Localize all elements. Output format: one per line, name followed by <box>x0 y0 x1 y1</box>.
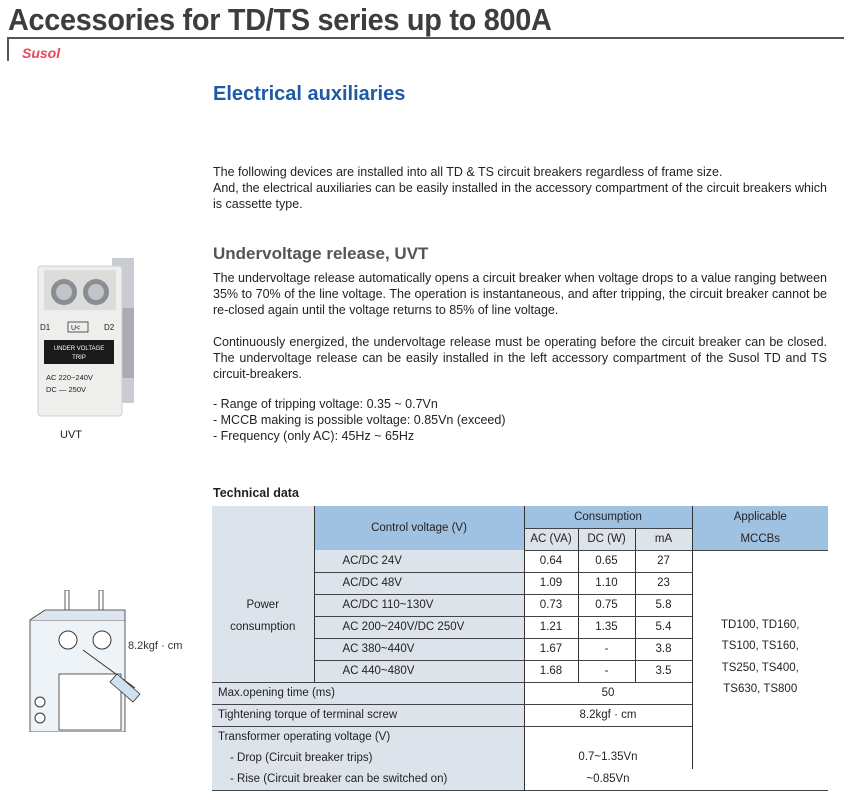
svg-text:UNDER VOLTAGE: UNDER VOLTAGE <box>53 346 105 352</box>
svg-text:U<: U< <box>71 325 81 332</box>
row-ac: 1.21 <box>524 616 578 638</box>
intro-line-2: And, the electrical auxiliaries can be easily installed in the accessory compartment of the circuit breakers which is cassette type. <box>213 181 827 211</box>
header-applicable-1: Applicable <box>692 506 828 528</box>
page-title: Accessories for TD/TS series up to 800A <box>8 2 552 37</box>
spec-frequency: - Frequency (only AC): 45Hz ~ 65Hz <box>213 429 415 443</box>
row-ma: 3.8 <box>635 638 692 660</box>
row-ma: 27 <box>635 550 692 572</box>
technical-data-title: Technical data <box>213 486 299 500</box>
row-ac: 0.73 <box>524 594 578 616</box>
row-voltage: AC 440~480V <box>314 660 524 682</box>
row-dc: 0.65 <box>578 550 635 572</box>
title-divider <box>7 37 844 39</box>
uvt-paragraph-2: Continuously energized, the undervoltage release must be operating before the circuit breaker can be closed. The undervoltage release can be easily installed in the left accessory compartment of the Susol TD and TS circuit-breakers. <box>213 335 827 381</box>
row-ac: 1.68 <box>524 660 578 682</box>
row-dc: 1.10 <box>578 572 635 594</box>
header-dc: DC (W) <box>578 528 635 550</box>
svg-text:D2: D2 <box>104 323 115 332</box>
row-dc: 1.35 <box>578 616 635 638</box>
tightening-torque-label: Tightening torque of terminal screw <box>212 704 524 726</box>
technical-data-table <box>212 506 828 791</box>
row-voltage: AC 380~440V <box>314 638 524 660</box>
header-control-voltage: Control voltage (V) <box>314 506 524 550</box>
uvt-title: Undervoltage release, UVT <box>213 244 429 263</box>
row-voltage: AC 200~240V/DC 250V <box>314 616 524 638</box>
svg-text:AC 220~240V: AC 220~240V <box>46 373 93 382</box>
transformer-voltage-values <box>524 726 692 790</box>
applicable-mccbs: TD100, TD160, TS100, TS160, TS250, TS400, TS630, TS800 <box>692 550 828 769</box>
row-dc: - <box>578 660 635 682</box>
tightening-torque-value: 8.2kgf · cm <box>524 704 692 726</box>
brand-logo: Susol <box>22 45 61 61</box>
uvt-image-caption: UVT <box>60 429 82 441</box>
power-consumption-label: Power consumption <box>212 550 314 682</box>
svg-text:DC — 250V: DC — 250V <box>46 385 87 394</box>
installation-drawing <box>25 590 155 732</box>
rise-label: - Rise (Circuit breaker can be switched on) <box>212 769 524 791</box>
row-ac: 1.67 <box>524 638 578 660</box>
header-empty-cell <box>212 506 314 550</box>
uvt-product-image <box>30 248 146 418</box>
spec-making-voltage: - MCCB making is possible voltage: 0.85Vn (exceed) <box>213 413 506 427</box>
row-ma: 3.5 <box>635 660 692 682</box>
drop-label: - Drop (Circuit breaker trips) <box>212 748 524 769</box>
spec-tripping-voltage: - Range of tripping voltage: 0.35 ~ 0.7Vn <box>213 397 438 411</box>
row-voltage: AC/DC 48V <box>314 572 524 594</box>
torque-annotation: 8.2kgf · cm <box>128 640 183 652</box>
transformer-voltage-label: Transformer operating voltage (V) <box>212 726 524 748</box>
row-ma: 5.4 <box>635 616 692 638</box>
row-ac: 0.64 <box>524 550 578 572</box>
svg-text:TRIP: TRIP <box>72 355 86 361</box>
table-bottom-rule <box>212 790 828 791</box>
row-dc: 0.75 <box>578 594 635 616</box>
header-consumption: Consumption <box>524 506 692 528</box>
uvt-paragraph-1: The undervoltage release automatically opens a circuit breaker when voltage drops to a value ranging between 35% to 70% of the line voltage. The operation is instantaneous, and after tripping, the circuit breaker cannot be re-closed again until the voltage returns to 85% of line voltage. <box>213 271 827 317</box>
brand-divider <box>7 37 9 61</box>
section-title: Electrical auxiliaries <box>213 83 406 105</box>
row-ac: 1.09 <box>524 572 578 594</box>
max-opening-time-label: Max.opening time (ms) <box>212 682 524 704</box>
intro-line-1: The following devices are installed into all TD & TS circuit breakers regardless of frame size. <box>213 165 723 179</box>
intro-text <box>213 164 827 212</box>
row-dc: - <box>578 638 635 660</box>
row-voltage: AC/DC 24V <box>314 550 524 572</box>
header-ac: AC (VA) <box>524 528 578 550</box>
header-applicable-2: MCCBs <box>692 528 828 550</box>
drop-value: 0.7~1.35Vn <box>578 750 638 763</box>
row-ma: 5.8 <box>635 594 692 616</box>
row-ma: 23 <box>635 572 692 594</box>
max-opening-time-value: 50 <box>524 682 692 704</box>
header-ma: mA <box>635 528 692 550</box>
rise-value: ~0.85Vn <box>586 772 630 785</box>
uvt-spec-list <box>213 396 506 444</box>
row-voltage: AC/DC 110~130V <box>314 594 524 616</box>
svg-text:D1: D1 <box>40 323 51 332</box>
